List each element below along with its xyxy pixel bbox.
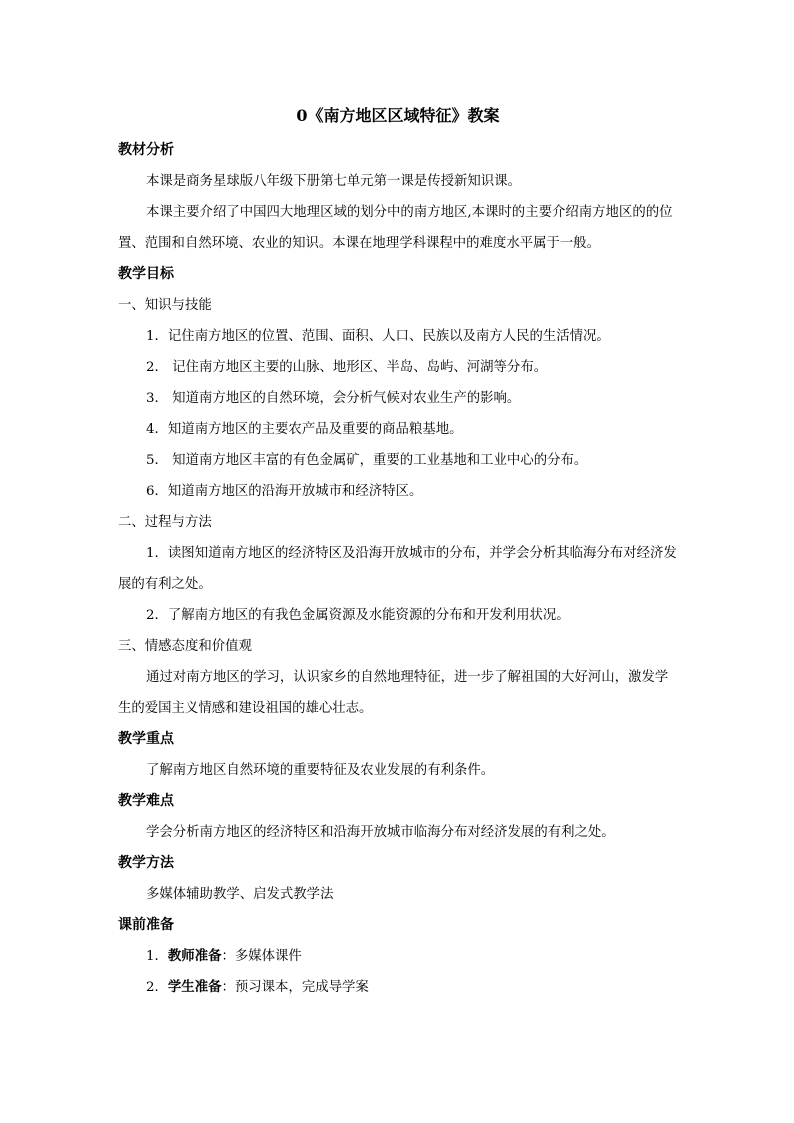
knowledge-item-6: 6．知道南方地区的沿海开放城市和经济特区。 bbox=[146, 484, 423, 499]
process-item-2: 2．了解南方地区的有我色金属资源及水能资源的分布和开发利用状况。 bbox=[146, 608, 570, 623]
heading-key: 教学重点 bbox=[118, 731, 174, 747]
heading-difficulty: 教学难点 bbox=[118, 793, 174, 809]
heading-prep: 课前准备 bbox=[118, 917, 174, 933]
paragraph-attitude: 通过对南方地区的学习，认识家乡的自然地理特征，进一步了解祖国的大好河山，激发学生的爱国主义情感和建设祖国的雄心壮志。 bbox=[118, 670, 669, 716]
prep-teacher-text: ：多媒体课件 bbox=[221, 949, 302, 964]
process-item-1: 1．读图知道南方地区的经济特区及沿海开放城市的分布，并学会分析其临海分布对经济发展的有利之处。 bbox=[118, 546, 677, 592]
paragraph-method: 多媒体辅助教学、启发式教学法 bbox=[146, 887, 334, 902]
prep-teacher bbox=[118, 941, 678, 972]
paragraph-key: 了解南方地区自然环境的重要特征及农业发展的有利条件。 bbox=[146, 763, 495, 778]
paragraph-difficulty: 学会分析南方地区的经济特区和沿海开放城市临海分布对经济发展的有利之处。 bbox=[146, 825, 615, 840]
heading-goals: 教学目标 bbox=[118, 266, 174, 282]
prep-teacher-label: 教师准备 bbox=[167, 948, 222, 964]
document-title: 0《南方地区区域特征》教案 bbox=[296, 106, 500, 125]
heading-material: 教材分析 bbox=[118, 142, 174, 158]
heading-knowledge: 一、知识与技能 bbox=[118, 298, 212, 313]
prep-student-text: ：预习课本，完成导学案 bbox=[221, 980, 369, 995]
knowledge-item-5: 5． 知道南方地区丰富的有色金属矿，重要的工业基地和工业中心的分布。 bbox=[146, 453, 588, 468]
paragraph-material-2: 本课主要介绍了中国四大地理区域的划分中的南方地区,本课时的主要介绍南方地区的的位置、范围和自然环境、农业的知识。本课在地理学科课程中的难度水平属于一般。 bbox=[118, 205, 673, 251]
prep-student bbox=[118, 972, 678, 1003]
knowledge-item-1: 1．记住南方地区的位置、范围、面积、人口、民族以及南方人民的生活情况。 bbox=[146, 329, 610, 344]
paragraph-material-1: 本课是商务星球版八年级下册第七单元第一课是传授新知识课。 bbox=[146, 174, 521, 189]
prep-student-num: 2． bbox=[146, 980, 168, 995]
knowledge-item-3: 3． 知道南方地区的自然环境，会分析气候对农业生产的影响。 bbox=[146, 391, 521, 406]
heading-process: 二、过程与方法 bbox=[118, 515, 212, 530]
knowledge-item-4: 4．知道南方地区的主要农产品及重要的商品粮基地。 bbox=[146, 422, 463, 437]
prep-teacher-num: 1． bbox=[146, 949, 168, 964]
knowledge-item-2: 2． 记住南方地区主要的山脉、地形区、半岛、岛屿、河湖等分布。 bbox=[146, 360, 548, 375]
heading-attitude: 三、情感态度和价值观 bbox=[118, 639, 252, 654]
prep-student-label: 学生准备 bbox=[167, 979, 222, 995]
document-content bbox=[118, 104, 678, 1003]
heading-method: 教学方法 bbox=[118, 855, 174, 871]
